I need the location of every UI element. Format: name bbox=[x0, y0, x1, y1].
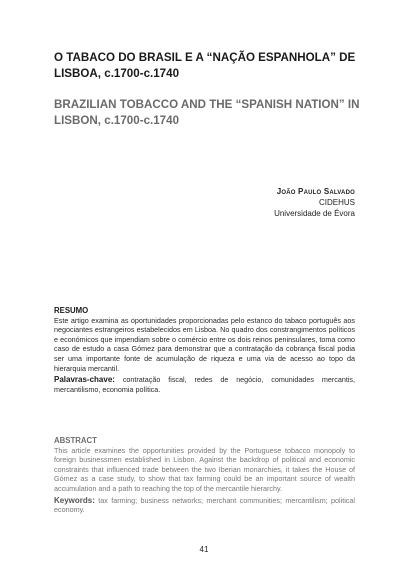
article-title-english: BRAZILIAN TOBACCO AND THE “SPANISH NATION” IN LISBON, c.1700-c.1740 bbox=[54, 98, 360, 127]
author-name: João Paulo Salvado bbox=[276, 187, 355, 196]
author-block bbox=[274, 186, 355, 220]
abstract-keywords bbox=[54, 496, 355, 515]
abstract-heading: ABSTRACT bbox=[54, 436, 97, 445]
resumo-keywords bbox=[54, 375, 355, 394]
abstract-keywords-label: Keywords: bbox=[54, 495, 95, 505]
resumo-heading: RESUMO bbox=[54, 306, 89, 315]
abstract-keywords-text: tax farming; business networks; merchant communities; mercantilism; political economy. bbox=[54, 495, 355, 515]
page-number: 41 bbox=[199, 545, 209, 554]
abstract-text: This article examines the opportunities provided by the Portuguese tobacco monopoly to foreign businessmen established in Lisbon. Against the backdrop of political and economic constraints that influenced trade between the two Iberian monarchies, it takes the House of Gómez as a case study, to show that tax farming could be an important source of wealth accumulation and a path to reaching the top of the mercantile hierarchy. bbox=[54, 445, 355, 493]
resumo-keywords-label: Palavras-chave: bbox=[54, 375, 115, 385]
resumo-section bbox=[54, 306, 355, 394]
resumo-keywords-text: contratação fiscal, redes de negócio, comunidades mercantis, mercantilismo, economia política. bbox=[54, 375, 356, 394]
article-title-portuguese: O TABACO DO BRASIL E A “NAÇÃO ESPANHOLA” DE LISBOA, c.1700-c.1740 bbox=[54, 51, 356, 80]
author-university: Universidade de Évora bbox=[274, 209, 355, 219]
resumo-text: Este artigo examina as oportunidades proporcionadas pelo estanco do tabaco português aos negociantes estrangeiros estabelecidos em Lisboa. No quadro dos constrangimentos políticos e económicos que impendiam sobre o comércio entre os dois reinos peninsulares, toma como caso de estudo a casa Gómez para demonstrar que a contratação da cobrança fiscal podia ser uma importante fonte de acumulação de riqueza e uma via de acesso ao topo da hierarquia mercantil. bbox=[54, 315, 355, 373]
abstract-section bbox=[54, 436, 355, 515]
author-institution: CIDEHUS bbox=[318, 198, 355, 208]
